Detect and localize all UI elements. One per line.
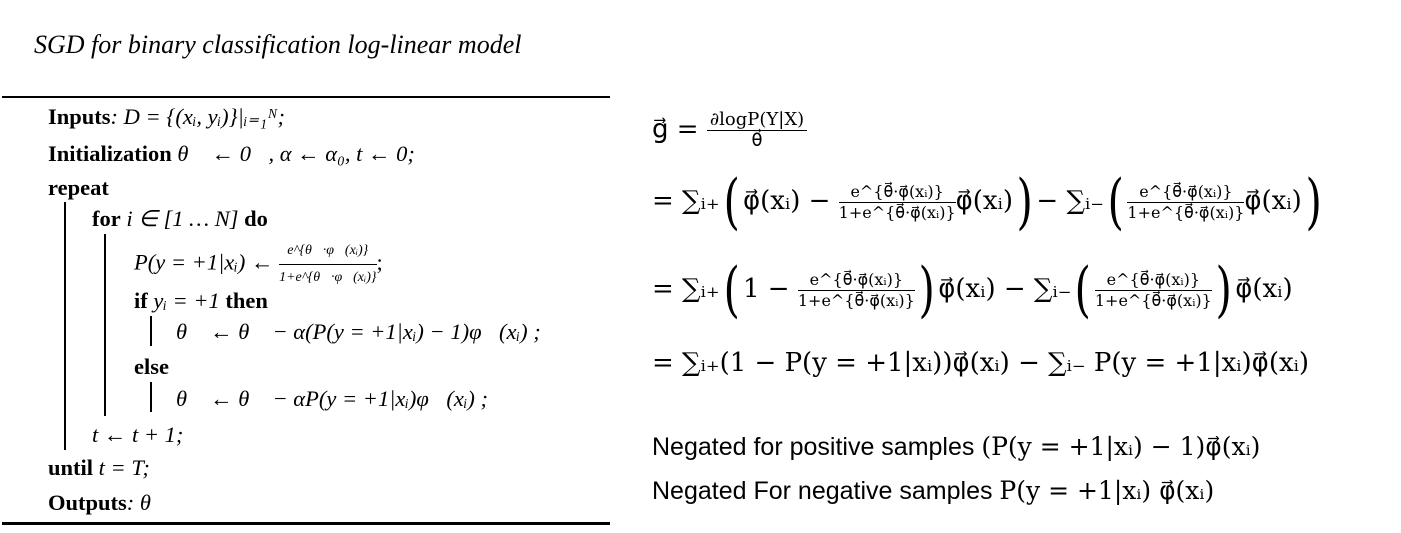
line1-fraction-2 xyxy=(1127,182,1244,223)
algo-update-neg xyxy=(176,386,488,412)
algo-prob-line xyxy=(134,238,383,291)
fraction-denominator: 1+e^{θ⃗·φ⃗(xᵢ)} xyxy=(838,202,956,222)
negated-positive-line xyxy=(652,432,1260,462)
for-keyword: for xyxy=(92,206,121,231)
gradient-definition xyxy=(652,110,807,151)
fraction-denominator: 1+e^{θ⃗·φ⃗(xᵢ)} xyxy=(1127,202,1245,222)
inputs-expression: : D = {(xᵢ, yᵢ)}|ᵢ₌₁ᴺ; xyxy=(110,104,285,129)
line1-sum-pos: = ∑ᵢ₊ xyxy=(652,186,720,216)
t-update: t ← t + 1; xyxy=(92,422,184,447)
fraction-numerator: e^{θ⃗·φ⃗(xᵢ)} xyxy=(1127,182,1244,203)
if-keyword: if xyxy=(134,288,148,313)
algo-else-line xyxy=(134,354,169,380)
else-scope-bar xyxy=(150,382,152,412)
algo-init-line xyxy=(48,141,415,167)
negated-negative-text: Negated For negative samples xyxy=(652,477,993,505)
fraction-numerator: e^{θ⃗·φ⃗(xᵢ)} xyxy=(798,270,915,291)
line1-phi-end: φ⃗(xᵢ) xyxy=(1244,186,1302,216)
init-expression: θ⃗ ← 0⃗, α ← α₀, t ← 0; xyxy=(177,141,415,166)
derivation-line-3: = ∑ᵢ₊(1 − P(y = +1|xᵢ))φ⃗(xᵢ) − ∑ᵢ₋ P(y = +1|xᵢ)φ⃗(xᵢ) xyxy=(652,348,1309,378)
gradient-lhs: g⃗ = xyxy=(652,114,699,145)
for-scope-bar xyxy=(104,234,106,416)
prob-end: ; xyxy=(376,249,383,275)
paren-close-icon: ) xyxy=(1016,167,1033,237)
figure-title: SGD for binary classification log-linear model xyxy=(34,30,522,59)
prob-lhs: P(y = +1|xᵢ) ← xyxy=(134,249,274,275)
else-keyword: else xyxy=(134,354,169,379)
inputs-keyword: Inputs xyxy=(48,104,111,129)
algo-if-line xyxy=(134,288,268,314)
prob-numerator: e^{θ⃗·φ⃗(xᵢ)} xyxy=(279,238,376,265)
for-expression: i ∈ [1 … N] xyxy=(126,206,239,231)
derivation-line-2 xyxy=(652,255,1293,325)
until-expression: t = T; xyxy=(98,455,150,480)
algo-repeat-line xyxy=(48,175,109,201)
negated-negative-expr: P(y = +1|xᵢ) φ⃗(xᵢ) xyxy=(999,476,1215,505)
line1-phi-minus: φ⃗(xᵢ) − xyxy=(743,186,831,216)
line2-fraction-1 xyxy=(798,270,915,311)
algorithm-block xyxy=(0,100,612,520)
fraction-denominator: 1+e^{θ⃗·φ⃗(xᵢ)} xyxy=(797,290,915,310)
line2-one-minus: 1 − xyxy=(743,274,790,304)
line2-phi-end: φ⃗(xᵢ) xyxy=(1235,274,1293,304)
repeat-keyword: repeat xyxy=(48,175,109,200)
line2-fraction-2 xyxy=(1095,270,1212,311)
paren-open-icon: ( xyxy=(723,167,740,237)
algo-until-line xyxy=(48,455,150,481)
line2-sum-pos: = ∑ᵢ₊ xyxy=(652,274,720,304)
repeat-scope-bar xyxy=(64,202,66,450)
paren-open-icon: ( xyxy=(1107,167,1124,237)
until-keyword: until xyxy=(48,455,94,480)
paren-open-icon: ( xyxy=(723,255,740,325)
negated-positive-expr: (P(y = +1|xᵢ) − 1)φ⃗(xᵢ) xyxy=(981,432,1261,461)
then-keyword: then xyxy=(225,288,268,313)
derivation-line-1 xyxy=(652,167,1325,237)
negated-positive-text: Negated for positive samples xyxy=(652,433,975,461)
gradient-denominator: θ⃗ xyxy=(751,130,763,151)
algorithm-top-rule xyxy=(2,96,610,98)
algo-outputs-line xyxy=(48,490,168,516)
line1-sum-neg: − ∑ᵢ₋ xyxy=(1036,186,1104,216)
outputs-keyword: Outputs xyxy=(48,490,127,515)
paren-close-icon: ) xyxy=(918,255,935,325)
algorithm-bottom-rule xyxy=(2,522,610,525)
paren-close-icon: ) xyxy=(1215,255,1232,325)
paren-open-icon: ( xyxy=(1074,255,1092,325)
prob-fraction xyxy=(279,238,376,291)
fraction-numerator: e^{θ⃗·φ⃗(xᵢ)} xyxy=(839,182,956,203)
paren-close-icon: ) xyxy=(1305,167,1322,237)
algo-inputs-line xyxy=(48,104,285,130)
algo-for-line xyxy=(92,206,268,232)
gradient-fraction xyxy=(707,110,807,151)
fraction-numerator: e^{θ⃗·φ⃗(xᵢ)} xyxy=(1095,270,1212,291)
do-keyword: do xyxy=(244,206,268,231)
line1-phi: φ⃗(xᵢ) xyxy=(955,186,1013,216)
update-positive: θ⃗ ← θ⃗ − α(P(y = +1|xᵢ) − 1)φ⃗(xᵢ) ; xyxy=(176,319,541,344)
update-negative: θ⃗ ← θ⃗ − αP(y = +1|xᵢ)φ⃗(xᵢ) ; xyxy=(176,386,489,411)
negated-negative-line xyxy=(652,476,1214,506)
algo-update-pos xyxy=(176,319,541,345)
line1-fraction-1 xyxy=(839,182,956,223)
outputs-expression: : θ⃗ xyxy=(126,490,169,515)
fraction-denominator: 1+e^{θ⃗·φ⃗(xᵢ)} xyxy=(1094,290,1212,310)
if-scope-bar xyxy=(150,316,152,346)
gradient-derivation xyxy=(650,110,1390,510)
prob-denominator: 1+e^{θ⃗·φ⃗(xᵢ)} xyxy=(279,270,377,285)
gradient-numerator: ∂logP(Y|X) xyxy=(707,110,807,131)
line2-phi-sum-neg: φ⃗(xᵢ) − ∑ᵢ₋ xyxy=(938,274,1072,304)
algo-t-update xyxy=(92,422,183,448)
init-keyword: Initialization xyxy=(48,141,172,166)
if-expression: yᵢ = +1 xyxy=(153,288,220,313)
